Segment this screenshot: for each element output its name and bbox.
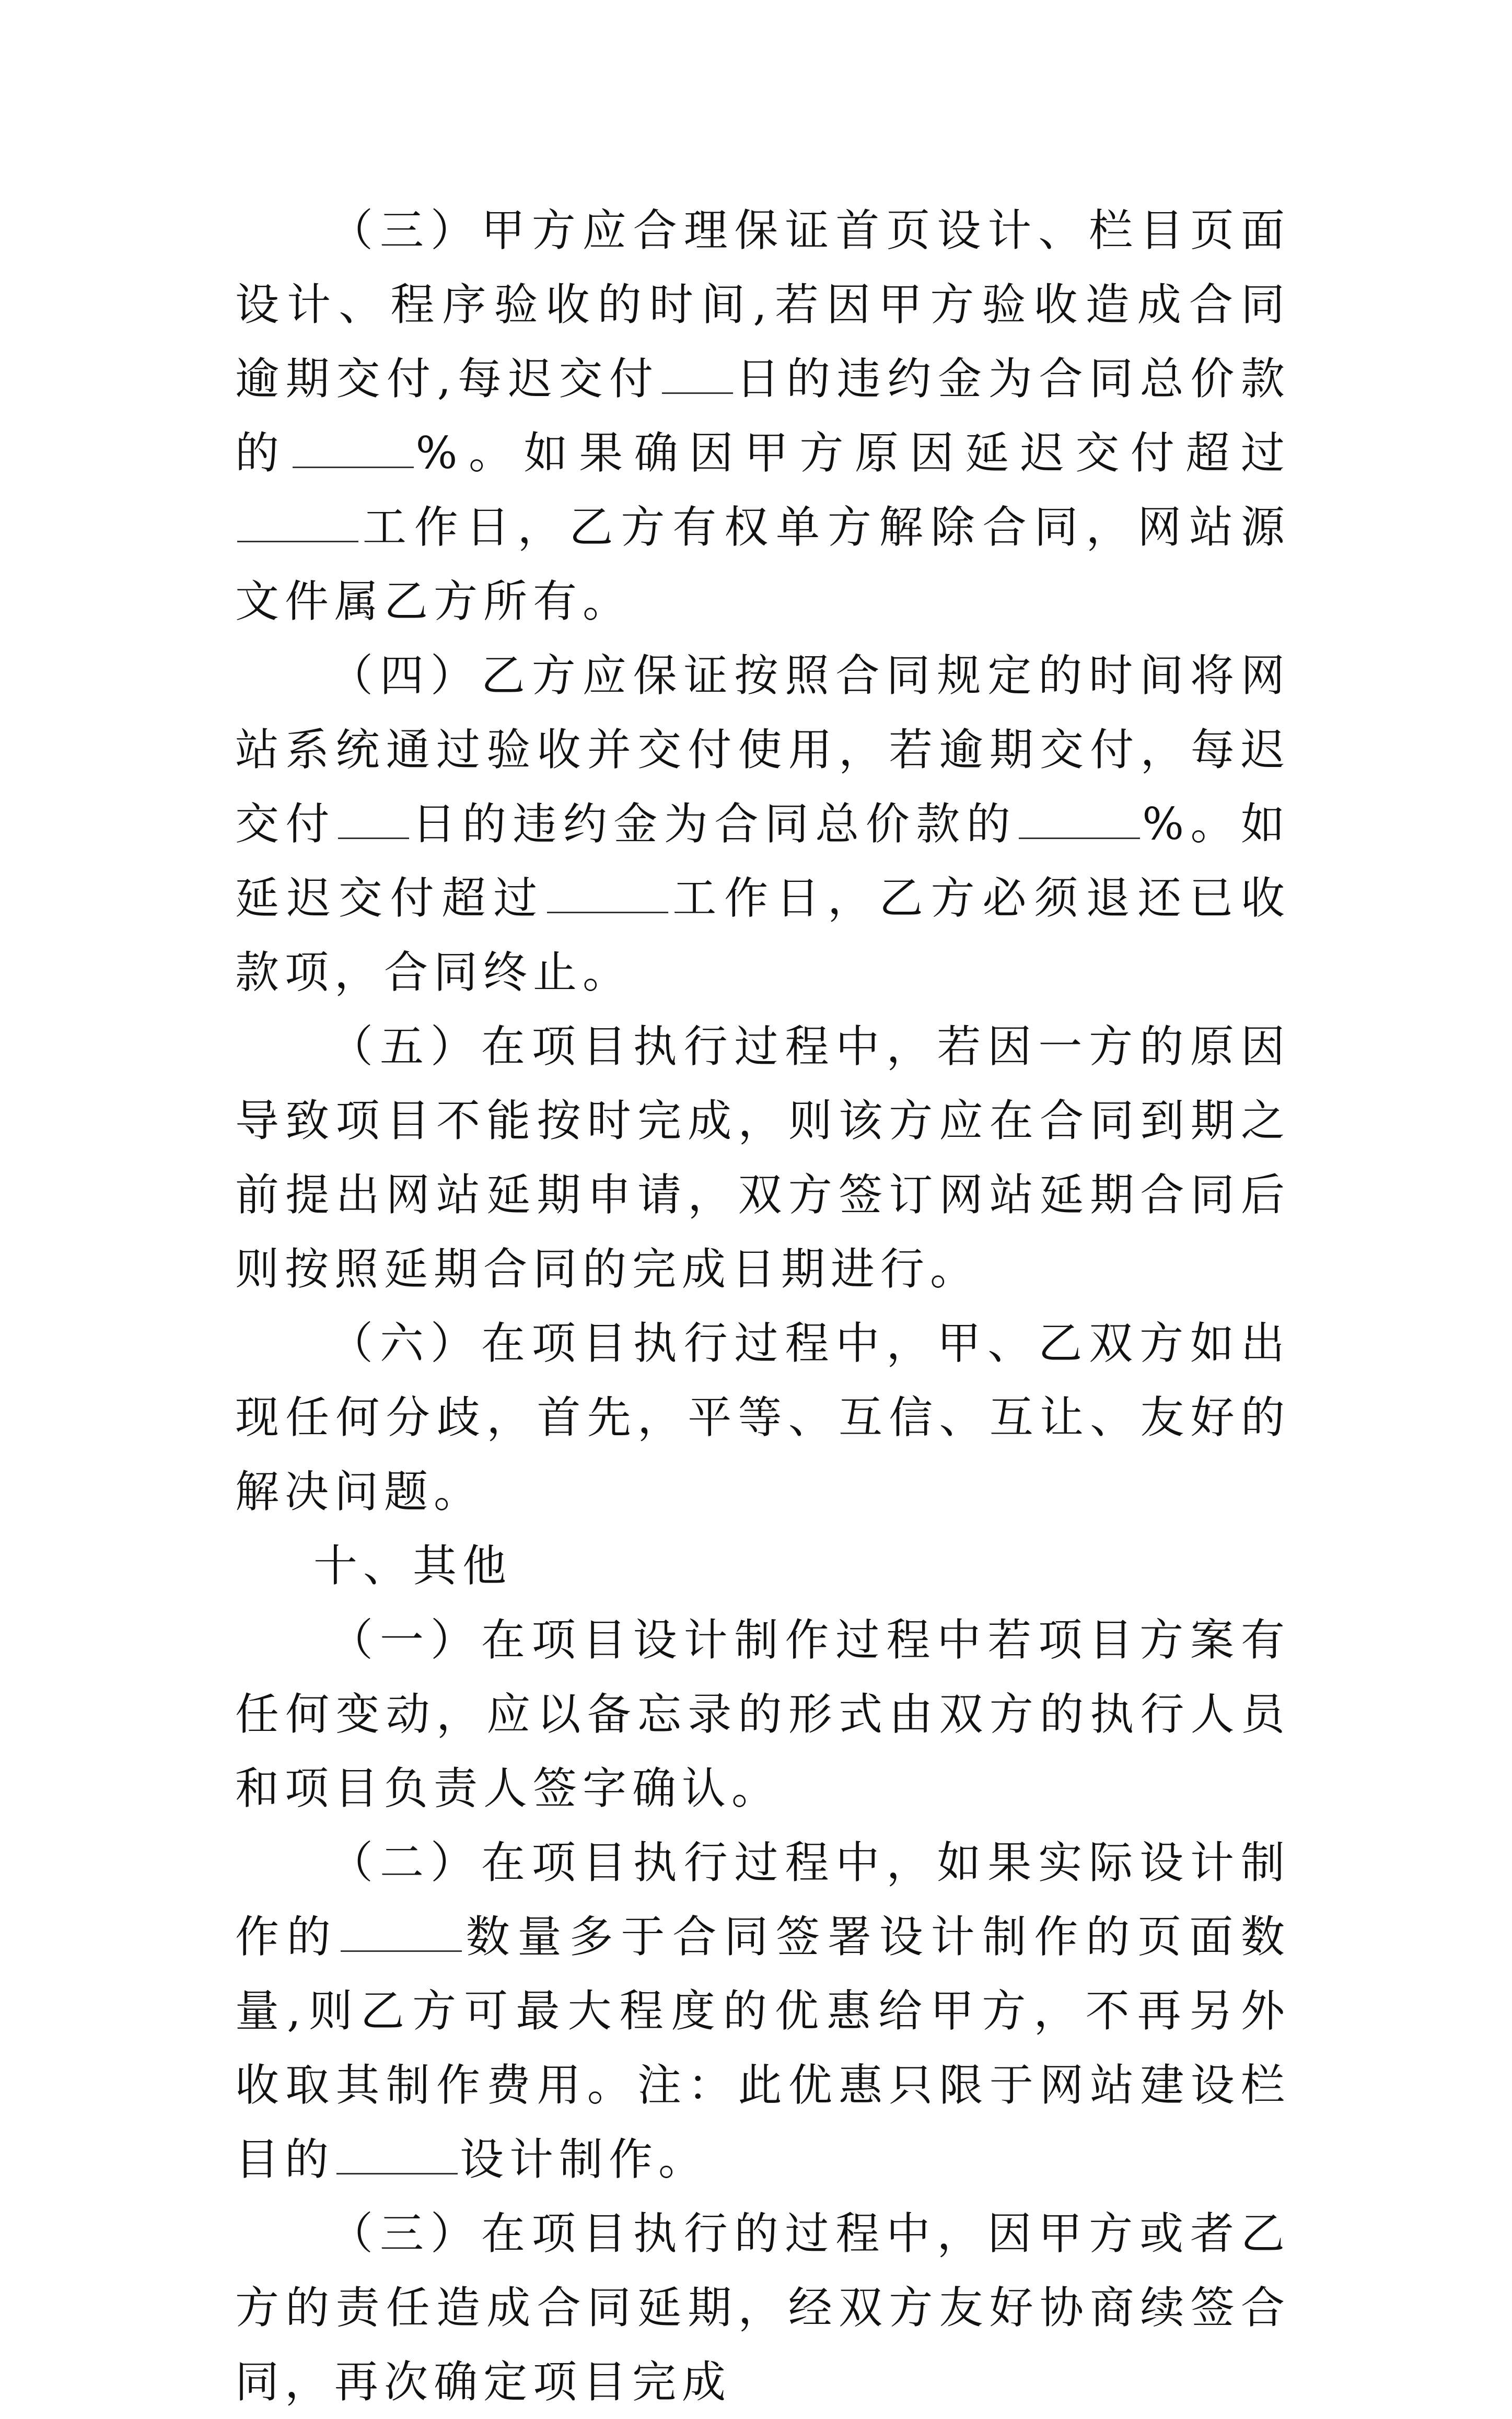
clause-10-2-text-2: 数量多于合同签署设计制作的页面数量,则乙方可最大程度的优惠给甲方，不再另外收取其制作费用。注：此优惠只限于网站建设栏目的: [235, 1911, 1290, 2185]
blank-workdays: [547, 877, 668, 913]
clause-10-1-text: （一）在项目设计制作过程中若项目方案有任何变动，应以备忘录的形式由双方的执行人员和项目负责人签字确认。: [235, 1614, 1290, 1814]
clause-3-text-2: 日的违约金为合同总价款的: [235, 353, 1290, 479]
clause-3-paragraph: [235, 193, 1290, 638]
clause-10-2-text-3: 设计制作。: [460, 2134, 708, 2185]
clause-4-text-3: %。如延迟交付超过: [235, 798, 1290, 924]
clause-4-text-1: （四）乙方应保证按照合同规定的时间将网站系统通过验收并交付使用，若逾期交付，每迟交付: [235, 650, 1290, 850]
clause-4-text-2: 日的违约金为合同总价款的: [411, 798, 1017, 850]
document-page: [235, 193, 1290, 2419]
blank-workdays: [237, 506, 358, 542]
section-heading-text: 十、其他: [313, 1540, 513, 1591]
clause-5-paragraph: [235, 1009, 1290, 1306]
blank-page-type: [341, 1915, 462, 1952]
clause-5-text: （五）在项目执行过程中，若因一方的原因导致项目不能按时完成，则该方应在合同到期之前提出网站延期申请，双方签订网站延期合同后则按照延期合同的完成日期进行。: [235, 1021, 1290, 1295]
clause-4-paragraph: [235, 638, 1290, 1009]
clause-10-2-text-1: （二）在项目执行过程中，如果实际设计制作的: [235, 1837, 1290, 1962]
clause-6-text: （六）在项目执行过程中，甲、乙双方如出现任何分歧，首先，平等、互信、互让、友好的解决问题。: [235, 1318, 1290, 1517]
clause-3-text-3: %。如果确因甲方原因延迟交付超过: [415, 427, 1290, 479]
blank-page-type: [336, 2138, 458, 2174]
blank-percent: [1019, 803, 1140, 839]
section-heading: [235, 1529, 1290, 1603]
clause-3-text-4: 工作日，乙方有权单方解除合同，网站源文件属乙方所有。: [235, 502, 1290, 627]
blank-days: [338, 803, 409, 839]
clause-3-text-1: （三）甲方应合理保证首页设计、栏目页面设计、程序验收的时间,若因甲方验收造成合同逾期交付,每迟交付: [235, 205, 1290, 404]
blank-percent: [293, 432, 414, 468]
clause-10-3-text: （三）在项目执行的过程中，因甲方或者乙方的责任造成合同延期，经双方友好协商续签合同，再次确定项目完成: [235, 2208, 1290, 2408]
clause-10-1-paragraph: [235, 1603, 1290, 1825]
clause-10-2-paragraph: [235, 1825, 1290, 2196]
blank-days: [662, 357, 733, 394]
clause-6-paragraph: [235, 1306, 1290, 1529]
clause-10-3-paragraph: [235, 2196, 1290, 2419]
clause-4-text-4: 工作日，乙方必须退还已收款项，合同终止。: [235, 873, 1290, 998]
